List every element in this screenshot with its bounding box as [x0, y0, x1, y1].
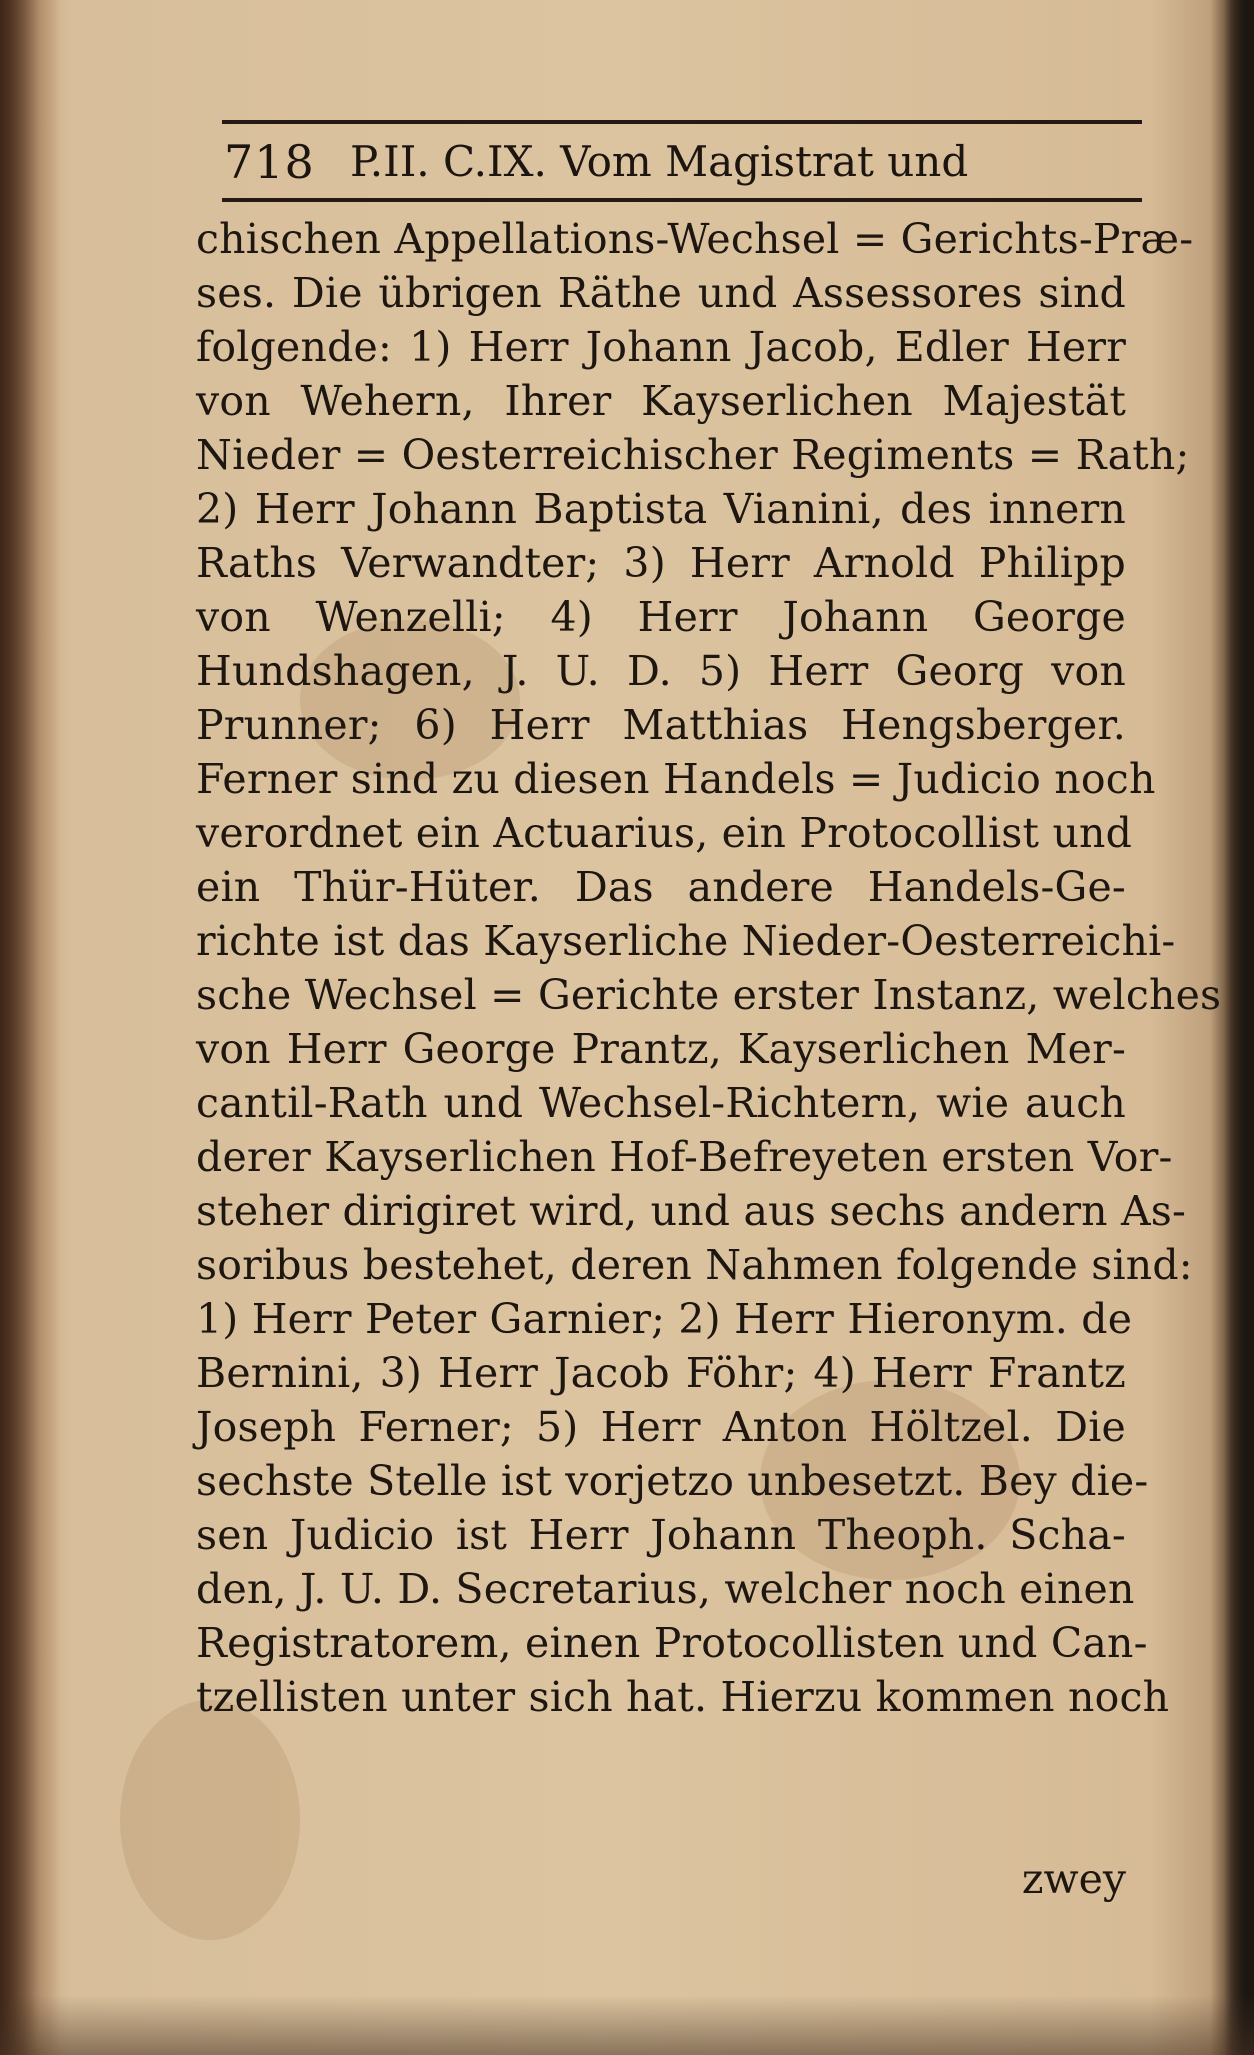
- text-line: Registratorem, einen Protocollisten und Can-: [196, 1619, 1148, 1667]
- text-line: sen Judicio ist Herr Johann Theoph. Scha-: [196, 1511, 1126, 1559]
- text-line: von Wehern, Ihrer Kayserlichen Majestät: [196, 377, 1126, 425]
- text-line: richte ist das Kayserliche Nieder-Oesterreichi-: [196, 917, 1176, 965]
- text-line: cantil-Rath und Wechsel-Richtern, wie auch: [196, 1079, 1126, 1127]
- page-number: 718: [224, 135, 315, 189]
- text-line: derer Kayserlichen Hof-Befreyeten ersten Vor-: [196, 1133, 1173, 1181]
- text-line: von Herr George Prantz, Kayserlichen Mer-: [196, 1025, 1126, 1073]
- text-line: Ferner sind zu diesen Handels = Judicio noch: [196, 755, 1156, 803]
- text-line: Nieder = Oesterreichischer Regiments = Rath;: [196, 431, 1190, 479]
- text-line: ses. Die übrigen Räthe und Assessores sind: [196, 269, 1126, 317]
- text-line: sechste Stelle ist vorjetzo unbesetzt. Bey die-: [196, 1457, 1149, 1505]
- text-line: 1) Herr Peter Garnier; 2) Herr Hieronym. de: [196, 1295, 1133, 1343]
- text-line: Prunner; 6) Herr Matthias Hengsberger.: [196, 701, 1126, 749]
- text-line: verordnet ein Actuarius, ein Protocollist und: [196, 809, 1133, 857]
- text-line: sche Wechsel = Gerichte erster Instanz, welches: [196, 971, 1222, 1019]
- text-line: von Wenzelli; 4) Herr Johann George: [196, 593, 1126, 641]
- running-head: P.II. C.IX. Vom Magistrat und: [350, 137, 969, 186]
- bottom-edge-shadow: [0, 1995, 1254, 2055]
- text-line: Hundshagen, J. U. D. 5) Herr Georg von: [196, 647, 1126, 695]
- text-line: den, J. U. D. Secretarius, welcher noch einen: [196, 1565, 1135, 1613]
- text-line: Raths Verwandter; 3) Herr Arnold Philipp: [196, 539, 1126, 587]
- text-line: tzellisten unter sich hat. Hierzu kommen noch: [196, 1673, 1170, 1721]
- header-rule-bottom: [222, 198, 1142, 202]
- text-line: Joseph Ferner; 5) Herr Anton Höltzel. Die: [196, 1403, 1126, 1451]
- page-header: [222, 120, 1142, 202]
- text-line: 2) Herr Johann Baptista Vianini, des innern: [196, 485, 1126, 533]
- text-line: folgende: 1) Herr Johann Jacob, Edler Herr: [196, 323, 1126, 371]
- text-line: soribus bestehet, deren Nahmen folgende sind:: [196, 1241, 1193, 1289]
- text-line: Bernini, 3) Herr Jacob Föhr; 4) Herr Frantz: [196, 1349, 1126, 1397]
- body-text: [196, 212, 1222, 1724]
- catchword: zwey: [1021, 1855, 1126, 1903]
- spine-shadow: [0, 0, 60, 2055]
- text-line: steher dirigiret wird, und aus sechs andern As-: [196, 1187, 1187, 1235]
- text-line: chischen Appellations-Wechsel = Gerichts-Præ-: [196, 215, 1194, 263]
- page-edge-shadow: [1224, 0, 1254, 2055]
- paper-stain: [120, 1700, 300, 1940]
- text-line: ein Thür-Hüter. Das andere Handels-Ge-: [196, 863, 1126, 911]
- header-rule-top: [222, 120, 1142, 124]
